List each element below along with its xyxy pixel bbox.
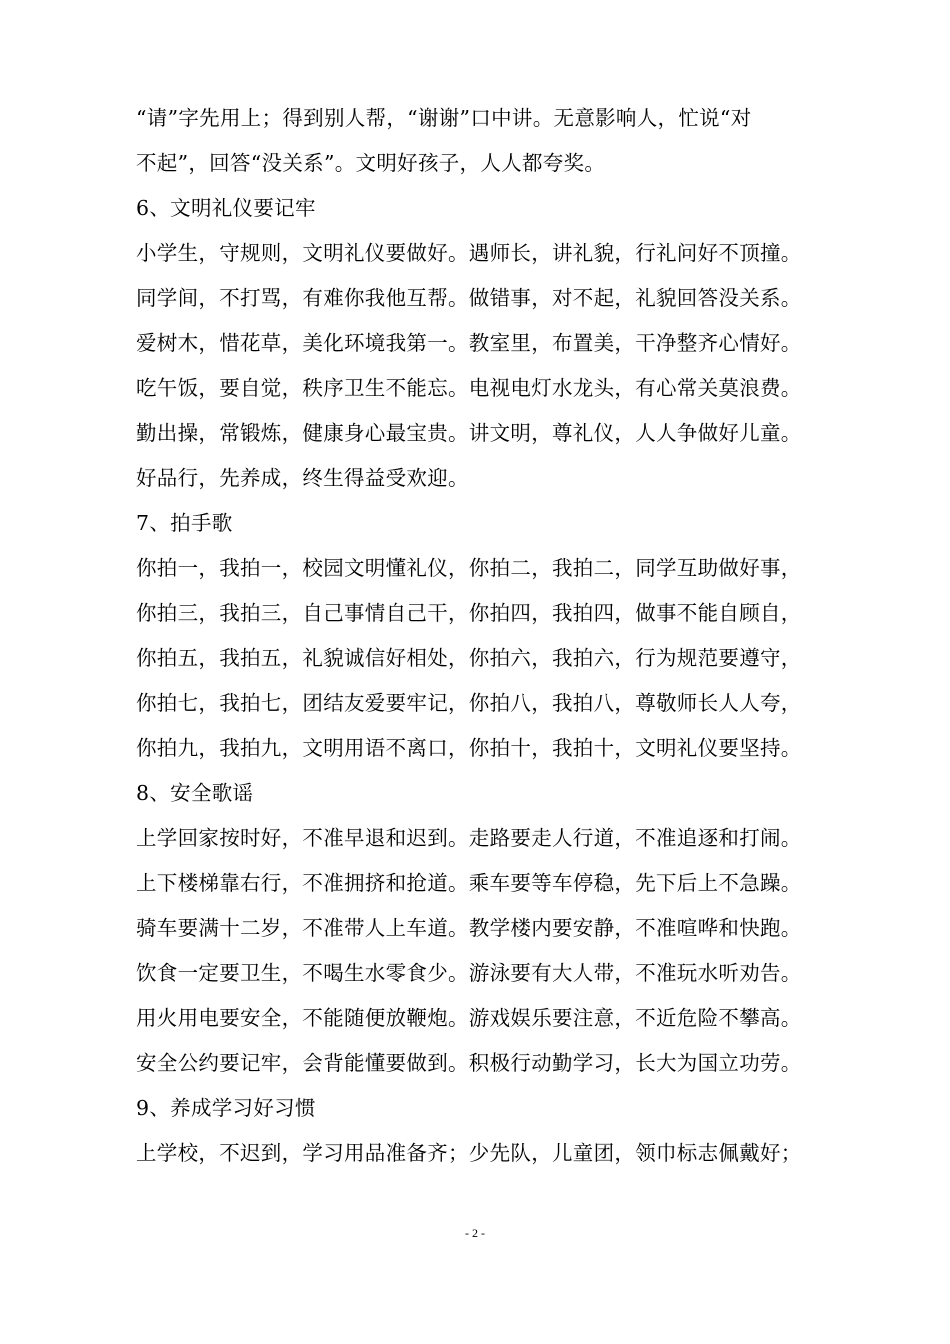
text-line: 饮食一定要卫生，不喝生水零食少。游泳要有大人带，不准玩水听劝告。 — [136, 961, 802, 985]
text-line: 你拍七，我拍七，团结友爱要牢记，你拍八，我拍八，尊敬师长人人夸， — [136, 691, 802, 715]
text-line: 同学间，不打骂，有难你我他互帮。做错事，对不起，礼貌回答没关系。 — [136, 286, 802, 310]
text-line: 爱树木，惜花草，美化环境我第一。教室里，布置美，干净整齐心情好。 — [136, 331, 802, 355]
document-body — [136, 96, 836, 1176]
text-line: 安全公约要记牢，会背能懂要做到。积极行动勤学习，长大为国立功劳。 — [136, 1051, 802, 1075]
page-number: - 2 - — [465, 1226, 485, 1240]
text-line: 用火用电要安全，不能随便放鞭炮。游戏娱乐要注意，不近危险不攀高。 — [136, 1006, 802, 1030]
text-line: 不起”，回答“没关系”。文明好孩子，人人都夸奖。 — [136, 151, 606, 175]
text-line: 骑车要满十二岁，不准带人上车道。教学楼内要安静，不准喧哗和快跑。 — [136, 916, 802, 940]
text-line: “请”字先用上；得到别人帮，“谢谢”口中讲。无意影响人，忙说“对 — [136, 106, 752, 130]
section-heading-8: 8、安全歌谣 — [136, 781, 254, 805]
text-line: 上学校，不迟到，学习用品准备齐；少先队，儿童团，领巾标志佩戴好； — [136, 1141, 802, 1165]
text-line: 好品行，先养成，终生得益受欢迎。 — [136, 466, 469, 490]
text-line: 上下楼梯靠右行，不准拥挤和抢道。乘车要等车停稳，先下后上不急躁。 — [136, 871, 802, 895]
text-line: 勤出操，常锻炼，健康身心最宝贵。讲文明，尊礼仪，人人争做好儿童。 — [136, 421, 802, 445]
text-line: 上学回家按时好，不准早退和迟到。走路要走人行道，不准追逐和打闹。 — [136, 826, 802, 850]
text-line: 你拍九，我拍九，文明用语不离口，你拍十，我拍十，文明礼仪要坚持。 — [136, 736, 802, 760]
section-heading-9: 9、养成学习好习惯 — [136, 1096, 316, 1120]
text-line: 你拍五，我拍五，礼貌诚信好相处，你拍六，我拍六，行为规范要遵守， — [136, 646, 802, 670]
text-line: 小学生，守规则，文明礼仪要做好。遇师长，讲礼貌，行礼问好不顶撞。 — [136, 241, 802, 265]
section-heading-6: 6、文明礼仪要记牢 — [136, 196, 316, 220]
text-line: 吃午饭，要自觉，秩序卫生不能忘。电视电灯水龙头，有心常关莫浪费。 — [136, 376, 802, 400]
text-line: 你拍三，我拍三，自己事情自己干，你拍四，我拍四，做事不能自顾自， — [136, 601, 802, 625]
text-line: 你拍一，我拍一，校园文明懂礼仪，你拍二，我拍二，同学互助做好事， — [136, 556, 802, 580]
section-heading-7: 7、拍手歌 — [136, 511, 233, 535]
